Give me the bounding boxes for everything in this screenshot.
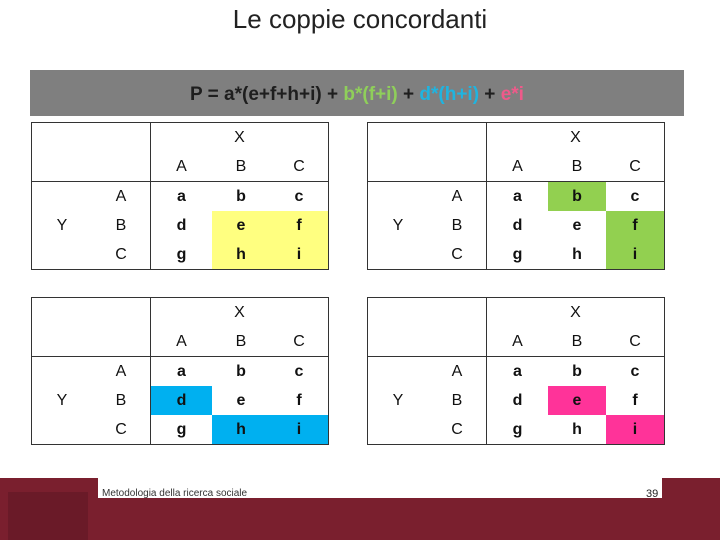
col-header: A <box>151 327 213 357</box>
cell-i: i <box>606 415 665 445</box>
col-header: B <box>212 152 270 182</box>
corner-cell <box>368 123 429 153</box>
row-header: C <box>428 415 487 445</box>
cell-i: i <box>270 415 329 445</box>
corner-cell <box>92 123 151 153</box>
cell-b: b <box>236 362 246 380</box>
cell-a: a <box>513 362 522 380</box>
col-header: C <box>270 152 329 182</box>
formula-part: b*(f+i) <box>343 84 398 105</box>
x-label: X <box>487 123 665 153</box>
cell-h: h <box>548 415 606 445</box>
corner-cell <box>428 298 487 328</box>
row-header: B <box>428 211 487 240</box>
col-header: A <box>487 152 549 182</box>
contingency-table-4 <box>367 297 665 445</box>
x-label: X <box>487 298 665 328</box>
cell-g: g <box>151 415 213 445</box>
cell-a: a <box>177 362 186 380</box>
cell-d: d <box>512 391 523 409</box>
col-header: B <box>212 327 270 357</box>
cell-g: g <box>151 240 213 270</box>
corner-cell <box>428 123 487 153</box>
cell-h: h <box>212 415 270 445</box>
cell-g: g <box>487 240 549 270</box>
cell-i: i <box>270 240 329 270</box>
col-header: C <box>606 152 665 182</box>
page-number: 39 <box>646 488 659 500</box>
corner-cell <box>32 123 93 153</box>
cell-a: a <box>513 187 522 205</box>
y-label: Y <box>32 211 93 240</box>
cell-a: a <box>177 187 186 205</box>
page-title: Le coppie concordanti <box>232 4 488 34</box>
footer-left-block <box>8 492 88 540</box>
corner-cell <box>92 298 151 328</box>
formula-part: P = a*(e+f+h+i) + <box>190 84 344 105</box>
contingency-table-2 <box>367 122 665 270</box>
cell-b: b <box>236 187 246 205</box>
formula-part: e*i <box>500 84 524 105</box>
cell-i: i <box>606 240 665 270</box>
row-header: A <box>428 182 487 212</box>
row-header: B <box>92 211 151 240</box>
col-header: A <box>151 152 213 182</box>
cell-e: e <box>548 386 606 415</box>
row-header: C <box>92 415 151 445</box>
cell-d: d <box>176 216 187 234</box>
cell-f: f <box>606 211 665 240</box>
x-label: X <box>151 123 329 153</box>
row-header: A <box>92 357 151 387</box>
col-header: A <box>487 327 549 357</box>
col-header: C <box>270 327 329 357</box>
row-header: B <box>92 386 151 415</box>
row-header: C <box>428 240 487 270</box>
cell-g: g <box>487 415 549 445</box>
cell-d: d <box>151 386 213 415</box>
cell-e: e <box>572 216 582 234</box>
row-header: C <box>92 240 151 270</box>
row-header: B <box>428 386 487 415</box>
formula-part: d*(h+i) <box>419 84 480 105</box>
corner-cell <box>368 298 429 328</box>
formula <box>30 84 684 106</box>
y-label: Y <box>368 386 429 415</box>
cell-f: f <box>270 386 329 415</box>
cell-c: c <box>606 357 665 387</box>
cell-b: b <box>548 182 606 212</box>
cell-e: e <box>236 391 246 409</box>
col-header: B <box>548 152 606 182</box>
row-header: A <box>92 182 151 212</box>
cell-e: e <box>212 211 270 240</box>
cell-h: h <box>212 240 270 270</box>
footer-text: Metodologia della ricerca sociale <box>102 488 248 499</box>
cell-f: f <box>270 211 329 240</box>
contingency-table-3 <box>31 297 329 445</box>
contingency-table-1 <box>31 122 329 270</box>
cell-c: c <box>606 182 665 212</box>
formula-part: + <box>397 84 420 105</box>
cell-c: c <box>270 357 329 387</box>
cell-f: f <box>606 386 665 415</box>
row-header: A <box>428 357 487 387</box>
corner-cell <box>32 298 93 328</box>
y-label: Y <box>32 386 93 415</box>
cell-b: b <box>572 362 582 380</box>
formula-part: + <box>479 84 501 105</box>
cell-c: c <box>270 182 329 212</box>
cell-h: h <box>548 240 606 270</box>
y-label: Y <box>368 211 429 240</box>
x-label: X <box>151 298 329 328</box>
col-header: C <box>606 327 665 357</box>
col-header: B <box>548 327 606 357</box>
cell-d: d <box>512 216 523 234</box>
